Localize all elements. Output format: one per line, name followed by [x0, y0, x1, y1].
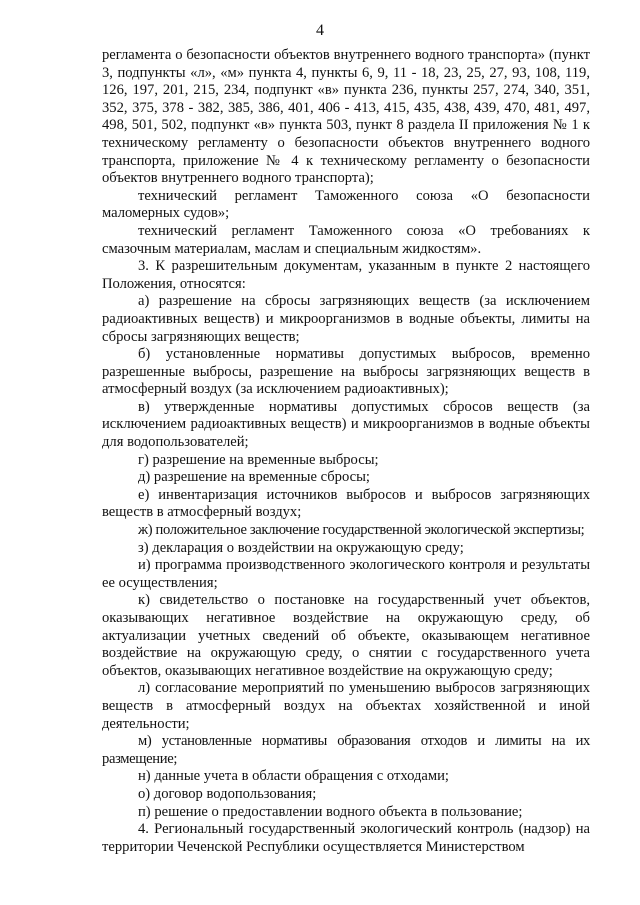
list-item-g: г) разрешение на временные выбросы; [138, 451, 379, 468]
list-item-v: в) утвержденные нормативы допустимых сбросов веществ (за исключением радиоактивных веществ) и микроорганизмов в водные объекты для водопользователей; [102, 398, 590, 451]
list-item-i: и) программа производственного экологического контроля и результаты ее осуществления; [102, 557, 590, 591]
list-item-b: б) установленные нормативы допустимых выбросов, временно разрешенные выбросы, разрешение на выбросы загрязняющих веществ в атмосферный воздух (за исключением радиоактивных); [102, 346, 590, 398]
list-item-zh: ж) положительное заключение государственной экологической экспертизы; [138, 522, 585, 539]
paragraph-lubricants-regulation: технический регламент Таможенного союза «О требованиях к смазочным материалам, маслам и специальным жидкостям». [102, 222, 590, 257]
list-item-m: м) установленные нормативы образования отходов и лимиты на их размещение; [102, 733, 590, 767]
paragraph-section-4: 4. Региональный государственный экологический контроль (надзор) на территории Чеченской Республики осуществляется Министерством [102, 821, 590, 855]
list-item-a: а) разрешение на сбросы загрязняющих веществ (за исключением радиоактивных веществ) и микроорганизмов в водные объекты, лимиты на сбросы загрязняющих веществ; [102, 293, 590, 345]
list-item-k: к) свидетельство о постановке на государственный учет объектов, оказывающих негативное воздействие на окружающую среду, об актуализации учетных сведений об объекте, оказывающем негативное воздействие на окружающую среду, о снятии с государственного учета объектов, оказывающих негативное воздействие на окружающую среду; [102, 592, 590, 679]
document-body [102, 47, 590, 856]
list-item-p: п) решение о предоставлении водного объекта в пользование; [138, 803, 523, 820]
page-number: 4 [316, 22, 324, 39]
list-item-d: д) разрешение на временные сбросы; [138, 469, 370, 486]
paragraph-section-3-heading: 3. К разрешительным документам, указанным в пункте 2 настоящего Положения, относятся: [102, 258, 590, 292]
list-item-n: н) данные учета в области обращения с отходами; [138, 768, 449, 785]
list-item-l: л) согласование мероприятий по уменьшению выбросов загрязняющих веществ в атмосферный воздух на объектах хозяйственной и иной деятельности; [102, 680, 590, 732]
list-item-z: з) декларация о воздействии на окружающую среду; [138, 539, 464, 556]
paragraph-regulation-continuation: регламента о безопасности объектов внутреннего водного транспорта» (пункт 3, подпункты «л», «м» пункта 4, пункты 6, 9, 11 - 18, 23, 25, 27, 93, 108, 119, 126, 197, 201, 215, 234, подпункт «в» пункта 236, пункты 257, 274, 340, 351, 352, 375, 378 - 382, 385, 386, 401, 406 - 413, 415, 435, 438, 439, 470, 481, 497, 498, 501, 502, подпункт «в» пункта 503, пункт 8 раздела II приложения № 1 к техническому регламенту о безопасности объектов внутреннего водного транспорта, приложение № 4 к техническому регламенту о безопасности объектов внутреннего водного транспорта); [102, 47, 590, 187]
list-item-e: е) инвентаризация источников выбросов и выбросов загрязняющих веществ в атмосферный воздух; [102, 486, 590, 521]
paragraph-small-vessels-regulation: технический регламент Таможенного союза «О безопасности маломерных судов»; [102, 187, 590, 222]
list-item-o: о) договор водопользования; [138, 785, 317, 802]
